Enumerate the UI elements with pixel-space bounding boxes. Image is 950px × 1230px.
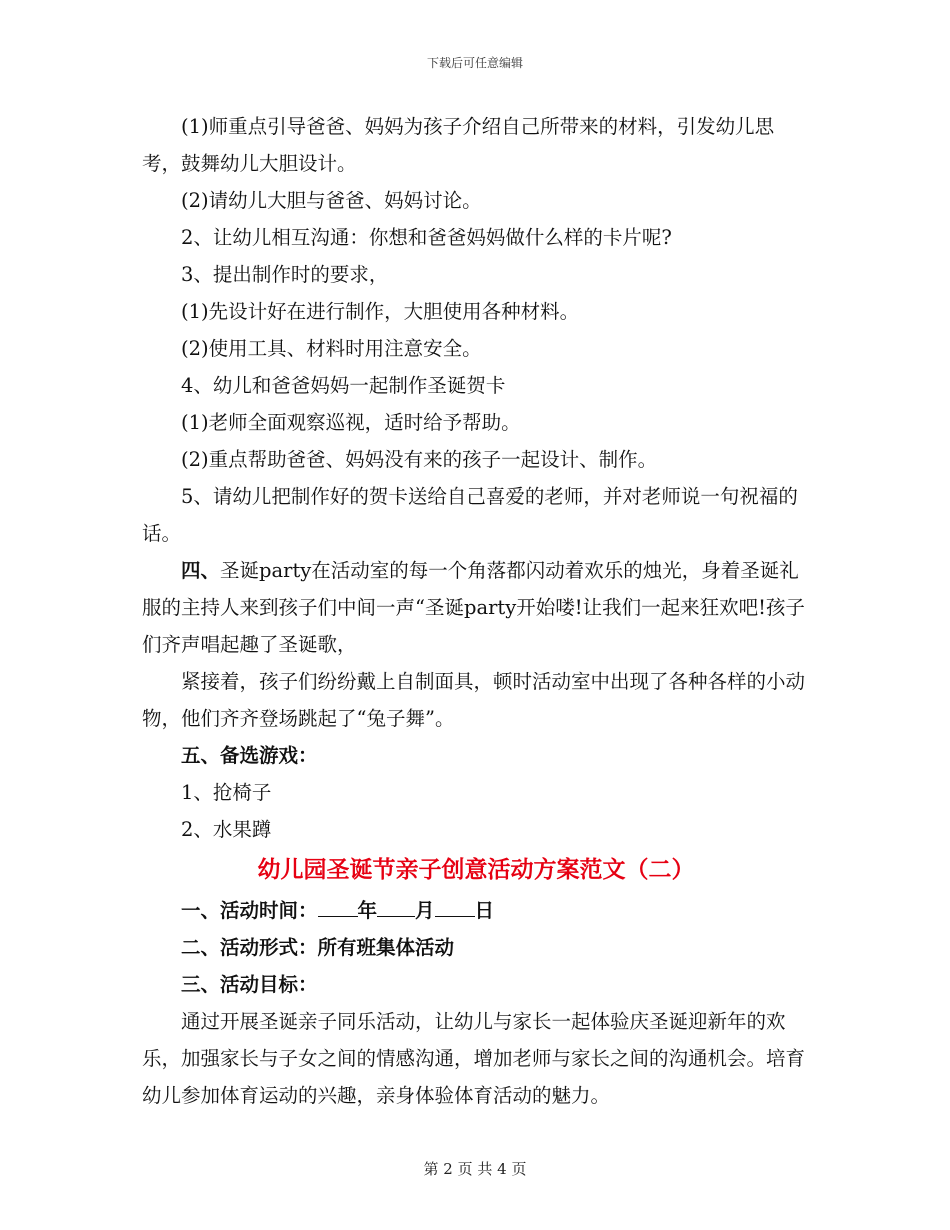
paragraph: 2、让幼儿相互沟通：你想和爸爸妈妈做什么样的卡片呢? — [181, 226, 672, 249]
page-header: 下载后可任意编辑 — [426, 56, 523, 70]
month-blank — [377, 916, 415, 917]
document-title: 幼儿园圣诞节亲子创意活动方案范文（二） — [257, 856, 695, 883]
activity-time — [142, 892, 810, 929]
list-item: 1、抢椅子 — [181, 781, 272, 804]
activity-goal-heading: 三、活动目标： — [181, 973, 318, 996]
paragraph: 紧接着，孩子们纷纷戴上自制面具，顿时活动室中出现了各种各样的小动物，他们齐齐登场跳起了“兔子舞”。 — [142, 670, 806, 730]
paragraph: (2)使用工具、材料时用注意安全。 — [181, 337, 482, 360]
paragraph: 4、幼儿和爸爸妈妈一起制作圣诞贺卡 — [181, 374, 506, 397]
day-blank — [435, 916, 475, 917]
activity-goal-text: 通过开展圣诞亲子同乐活动，让幼儿与家长一起体验庆圣诞迎新年的欢乐，加强家长与子女之间的情感沟通，增加老师与家长之间的沟通机会。培育幼儿参加体育运动的兴趣，亲身体验体育活动的魅力。 — [142, 1010, 806, 1107]
activity-time-label: 一、活动时间： — [181, 899, 318, 922]
paragraph: (2)请幼儿大胆与爸爸、妈妈讨论。 — [181, 189, 482, 212]
paragraph: (2)重点帮助爸爸、妈妈没有来的孩子一起设计、制作。 — [181, 448, 658, 471]
list-item: 2、水果蹲 — [181, 818, 272, 841]
section-four-label: 四、 — [181, 559, 221, 582]
paragraph: (1)师重点引导爸爸、妈妈为孩子介绍自己所带来的材料，引发幼儿思考，鼓舞幼儿大胆设计。 — [142, 115, 775, 175]
year-label: 年 — [357, 899, 378, 922]
paragraph: 3、提出制作时的要求， — [181, 263, 389, 286]
paragraph: (1)老师全面观察巡视，适时给予帮助。 — [181, 411, 521, 434]
activity-form: 二、活动形式：所有班集体活动 — [181, 936, 455, 959]
document-body — [142, 108, 810, 1114]
paragraph: (1)先设计好在进行制作，大胆使用各种材料。 — [181, 300, 580, 323]
section-four-paragraph — [142, 552, 810, 663]
month-label: 月 — [415, 899, 435, 922]
paragraph: 5、请幼儿把制作好的贺卡送给自己喜爱的老师，并对老师说一句祝福的话。 — [142, 485, 798, 545]
section-five-heading: 五、备选游戏： — [181, 744, 318, 767]
page-footer: 第 2 页 共 4 页 — [423, 1160, 527, 1178]
year-blank — [318, 916, 358, 917]
day-label: 日 — [474, 899, 495, 922]
section-four-text: 圣诞party在活动室的每一个角落都闪动着欢乐的烛光，身着圣诞礼服的主持人来到孩子们中间一声“圣诞party开始喽!让我们一起来狂欢吧!孩子们齐声唱起趣了圣诞歌， — [142, 559, 805, 656]
